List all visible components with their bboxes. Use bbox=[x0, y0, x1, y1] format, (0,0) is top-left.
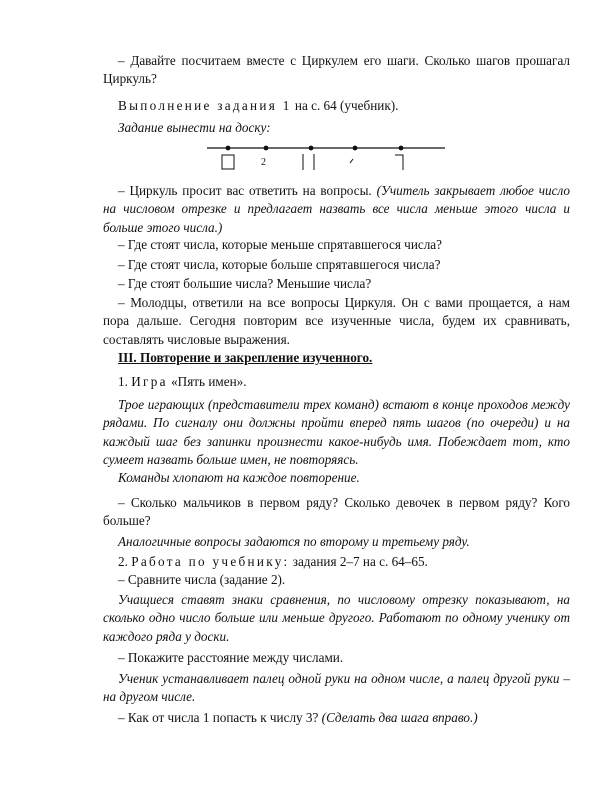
paragraph-well-done: – Молодцы, ответили на все вопросы Циркуля. Он с вами прощается, а нам пора дальше. Сегодня повторим все изученные числа, будем их сравнивать, составлять числовые выражения. bbox=[103, 295, 570, 347]
number-line-label: 2 bbox=[261, 157, 266, 168]
stroke-mark bbox=[395, 155, 403, 170]
paragraph-game-rules: Трое играющих (представители трех команд) встают в конце проходов между рядами. По сигналу они должны пройти вперед пять шагов (по очереди) и на каждый шаг без запинки произнести какое-нибудь имя. Побеждает тот, кто сумеет назвать больше имен, не повторяясь. bbox=[103, 397, 570, 468]
paragraph-show-distance: – Покажите расстояние между числами. bbox=[118, 650, 344, 665]
paragraph-question-less: – Где стоят числа, которые меньше спрятавшегося числа? bbox=[118, 237, 443, 252]
number-line-diagram bbox=[195, 138, 455, 174]
paragraph-question-boys-girls: – Сколько мальчиков в первом ряду? Сколько девочек в первом ряду? Кого больше? bbox=[103, 495, 570, 529]
paragraph-teams-clap: Команды хлопают на каждое повторение. bbox=[118, 470, 360, 485]
number-line-point bbox=[226, 146, 231, 151]
paragraph-question-steps: – Давайте посчитаем вместе с Циркулем его шаги. Сколько шагов прошагал Циркуль? bbox=[103, 53, 570, 87]
number-line-point bbox=[309, 146, 314, 151]
paragraph-question-big-small: – Где стоят большие числа? Меньшие числа? bbox=[118, 276, 372, 291]
stroke-mark bbox=[350, 159, 353, 163]
paragraph-students-compare: Учащиеся ставят знаки сравнения, по числовому отрезку показывают, на сколько одно число больше или меньше другого. Работают по одному ученику от каждого ряда у доски. bbox=[103, 592, 570, 644]
section-heading-review: III. Повторение и закрепление изученного. bbox=[118, 350, 373, 365]
paragraph-question-1-to-3: – Как от числа 1 попасть к числу 3? (Сделать два шага вправо.) bbox=[118, 710, 478, 725]
paragraph-textbook-work: 2. Работа по учебнику: задания 2–7 на с. 64–65. bbox=[118, 554, 428, 569]
paragraph-board-task: Задание вынести на доску: bbox=[118, 120, 271, 135]
number-line-point bbox=[353, 146, 358, 151]
paragraph-game-title: 1. Игра «Пять имен». bbox=[118, 374, 247, 389]
number-line-point bbox=[399, 146, 404, 151]
paragraph-student-finger: Ученик устанавливает палец одной руки на одном числе, а палец другой руки – на другом числе. bbox=[103, 671, 570, 705]
paragraph-task-1: Выполнение задания 1 на с. 64 (учебник). bbox=[118, 98, 399, 113]
number-line-point bbox=[264, 146, 269, 151]
paragraph-question-greater: – Где стоят числа, которые больше спрятавшегося числа? bbox=[118, 257, 441, 272]
hidden-number-box bbox=[222, 155, 234, 169]
paragraph-compass-asks: – Циркуль просит вас ответить на вопросы. (Учитель закрывает любое число на числовом отрезке и предлагает назвать все числа меньше этого числа и больше этого числа.) bbox=[103, 183, 570, 235]
paragraph-compare-numbers: – Сравните числа (задание 2). bbox=[118, 572, 286, 587]
paragraph-similar-questions: Аналогичные вопросы задаются по второму и третьему ряду. bbox=[118, 534, 470, 549]
